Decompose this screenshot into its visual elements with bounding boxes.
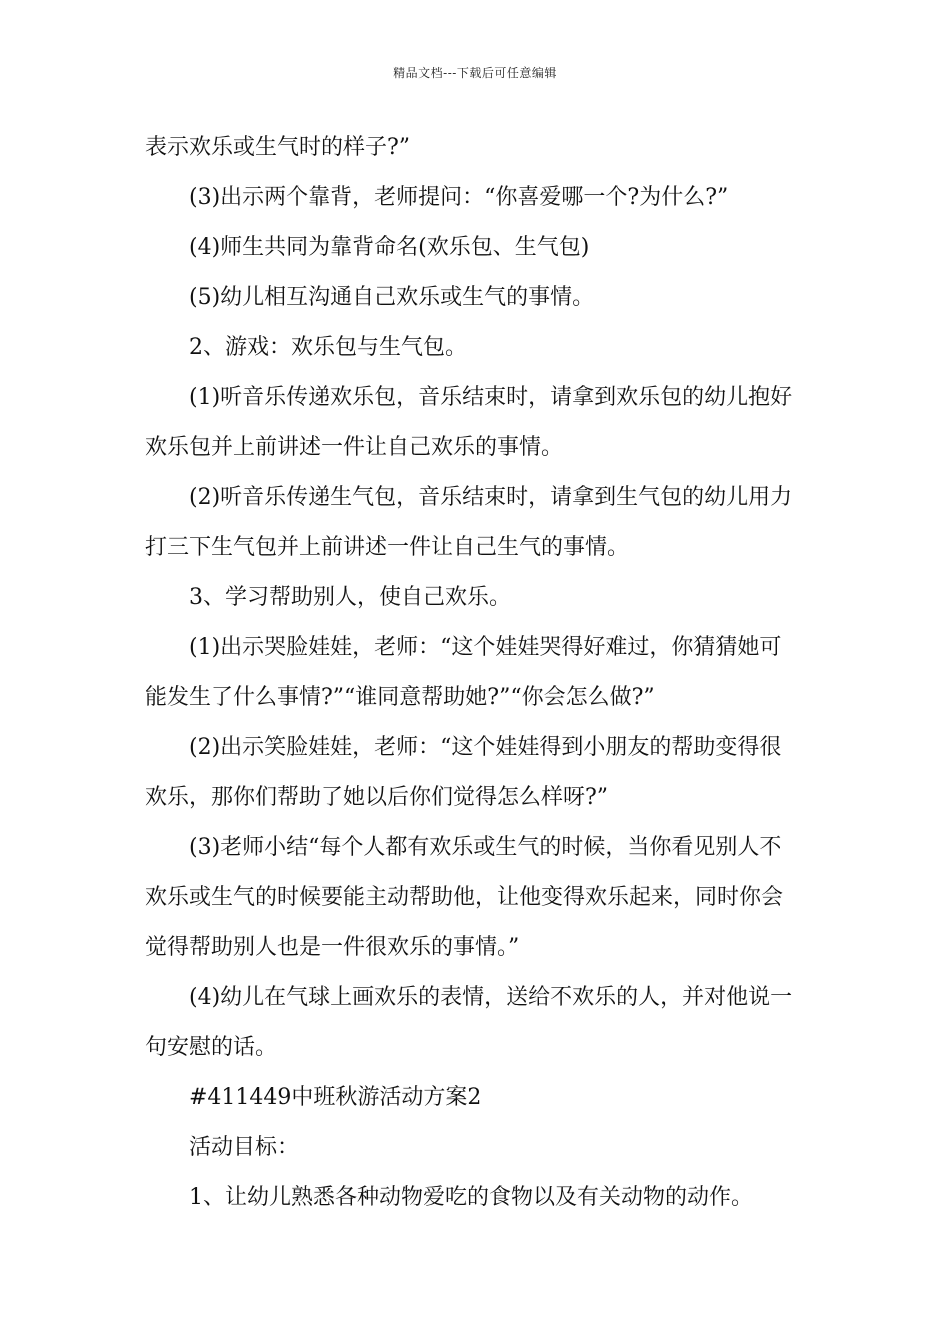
text-line: (2)出示笑脸娃娃，老师：“这个娃娃得到小朋友的帮助变得很 <box>189 735 782 760</box>
text-line: 欢乐或生气的时候要能主动帮助他，让他变得欢乐起来，同时你会 <box>145 885 784 910</box>
text-line: 欢乐，那你们帮助了她以后你们觉得怎么样呀?” <box>145 785 609 810</box>
text-line: 打三下生气包并上前讲述一件让自己生气的事情。 <box>145 535 630 560</box>
text-line: 句安慰的话。 <box>145 1035 278 1060</box>
document-title: #411449中班秋游活动方案2 <box>189 1085 482 1110</box>
text-line: 觉得帮助别人也是一件很欢乐的事情。” <box>145 935 520 960</box>
text-line: 1、让幼儿熟悉各种动物爱吃的食物以及有关动物的动作。 <box>189 1185 753 1210</box>
text-line: (3)出示两个靠背，老师提问：“你喜爱哪一个?为什么?” <box>189 185 729 210</box>
text-line: 能发生了什么事情?”“谁同意帮助她?”“你会怎么做?” <box>145 685 655 710</box>
page-header-watermark: 精品文档---下载后可任意编辑 <box>393 66 557 80</box>
document-body <box>145 128 810 1228</box>
text-line: (5)幼儿相互沟通自己欢乐或生气的事情。 <box>189 285 595 310</box>
text-line: 欢乐包并上前讲述一件让自己欢乐的事情。 <box>145 435 564 460</box>
section-heading: 3、学习帮助别人，使自己欢乐。 <box>189 585 511 610</box>
text-line: (1)听音乐传递欢乐包，音乐结束时，请拿到欢乐包的幼儿抱好 <box>189 385 793 410</box>
section-heading: 活动目标： <box>189 1135 300 1160</box>
text-line: 表示欢乐或生气时的样子?” <box>145 135 411 160</box>
text-line: (1)出示哭脸娃娃，老师：“这个娃娃哭得好难过，你猜猜她可 <box>189 635 782 660</box>
text-line: (3)老师小结“每个人都有欢乐或生气的时候，当你看见别人不 <box>189 835 782 860</box>
text-line: (4)幼儿在气球上画欢乐的表情，送给不欢乐的人，并对他说一 <box>189 985 793 1010</box>
section-heading: 2、游戏：欢乐包与生气包。 <box>189 335 467 360</box>
text-line: (2)听音乐传递生气包，音乐结束时，请拿到生气包的幼儿用力 <box>189 485 793 510</box>
text-line: (4)师生共同为靠背命名(欢乐包、生气包) <box>189 235 590 260</box>
